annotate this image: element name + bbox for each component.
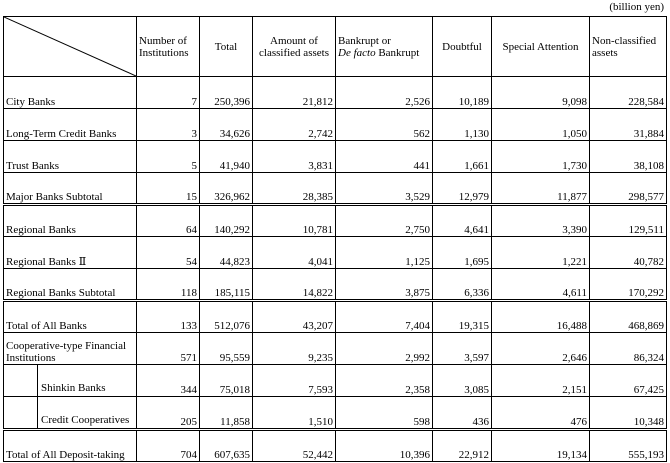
cell-classified: 9,235 xyxy=(253,333,336,365)
cell-special: 19,134 xyxy=(492,430,590,462)
cell-classified: 14,822 xyxy=(253,269,336,301)
cell-special: 2,151 xyxy=(492,365,590,397)
header-nonclassified: Non-classified assets xyxy=(590,17,667,77)
cell-institutions: 3 xyxy=(137,109,200,141)
cell-special: 1,730 xyxy=(492,141,590,173)
cell-institutions: 133 xyxy=(137,301,200,333)
cell-nonclassified: 468,869 xyxy=(590,301,667,333)
cell-classified: 2,742 xyxy=(253,109,336,141)
cell-institutions: 344 xyxy=(137,365,200,397)
header-bankrupt-line1: Bankrupt or xyxy=(338,34,391,47)
cell-doubtful: 6,336 xyxy=(433,269,492,301)
cell-special: 16,488 xyxy=(492,301,590,333)
cell-classified: 43,207 xyxy=(253,301,336,333)
row-label: Trust Banks xyxy=(4,141,137,173)
cell-nonclassified: 10,348 xyxy=(590,397,667,430)
cell-total: 140,292 xyxy=(200,205,253,237)
row-label xyxy=(4,397,137,430)
row-label: Total of All Banks xyxy=(4,301,137,333)
cell-classified: 1,510 xyxy=(253,397,336,430)
cell-total: 75,018 xyxy=(200,365,253,397)
cell-bankrupt: 10,396 xyxy=(336,430,433,462)
cell-bankrupt: 562 xyxy=(336,109,433,141)
table-row xyxy=(4,269,667,301)
cell-institutions: 64 xyxy=(137,205,200,237)
cell-institutions: 15 xyxy=(137,173,200,205)
cell-nonclassified: 555,193 xyxy=(590,430,667,462)
cell-bankrupt: 2,750 xyxy=(336,205,433,237)
cell-nonclassified: 86,324 xyxy=(590,333,667,365)
table-row xyxy=(4,397,667,430)
cell-doubtful: 3,597 xyxy=(433,333,492,365)
cell-total: 41,940 xyxy=(200,141,253,173)
cell-institutions: 54 xyxy=(137,237,200,269)
header-total: Total xyxy=(200,17,253,77)
cell-classified: 3,831 xyxy=(253,141,336,173)
corner-cell xyxy=(4,17,137,77)
row-label: Regional Banks Subtotal xyxy=(4,269,137,301)
cell-classified: 28,385 xyxy=(253,173,336,205)
cell-doubtful: 19,315 xyxy=(433,301,492,333)
table-row xyxy=(4,141,667,173)
cell-doubtful: 10,189 xyxy=(433,77,492,109)
row-label: Major Banks Subtotal xyxy=(4,173,137,205)
cell-total: 11,858 xyxy=(200,397,253,430)
row-label: Long-Term Credit Banks xyxy=(4,109,137,141)
header-special: Special Attention xyxy=(492,17,590,77)
cell-bankrupt: 441 xyxy=(336,141,433,173)
cell-classified: 21,812 xyxy=(253,77,336,109)
cell-institutions: 205 xyxy=(137,397,200,430)
cell-special: 476 xyxy=(492,397,590,430)
cell-bankrupt: 1,125 xyxy=(336,237,433,269)
cell-nonclassified: 129,511 xyxy=(590,205,667,237)
row-label: City Banks xyxy=(4,77,137,109)
cell-doubtful: 4,641 xyxy=(433,205,492,237)
cell-classified: 10,781 xyxy=(253,205,336,237)
unit-label: (billion yen) xyxy=(609,1,664,13)
cell-nonclassified: 67,425 xyxy=(590,365,667,397)
cell-total: 250,396 xyxy=(200,77,253,109)
cell-special: 11,877 xyxy=(492,173,590,205)
cell-total: 44,823 xyxy=(200,237,253,269)
cell-total: 95,559 xyxy=(200,333,253,365)
cell-nonclassified: 31,884 xyxy=(590,109,667,141)
cell-nonclassified: 298,577 xyxy=(590,173,667,205)
cell-institutions: 5 xyxy=(137,141,200,173)
table-row xyxy=(4,237,667,269)
cell-doubtful: 1,695 xyxy=(433,237,492,269)
cell-nonclassified: 170,292 xyxy=(590,269,667,301)
header-bankrupt-line2: Bankrupt xyxy=(375,46,420,59)
row-label: Regional Banks Ⅱ xyxy=(4,237,137,269)
cell-institutions: 704 xyxy=(137,430,200,462)
cell-doubtful: 12,979 xyxy=(433,173,492,205)
cell-special: 1,050 xyxy=(492,109,590,141)
row-label: Regional Banks xyxy=(4,205,137,237)
cell-doubtful: 22,912 xyxy=(433,430,492,462)
header-row xyxy=(4,17,667,77)
cell-special: 2,646 xyxy=(492,333,590,365)
header-classified: Amount of classified assets xyxy=(253,17,336,77)
cell-special: 9,098 xyxy=(492,77,590,109)
cell-total: 326,962 xyxy=(200,173,253,205)
cell-bankrupt: 2,358 xyxy=(336,365,433,397)
header-bankrupt xyxy=(336,17,433,77)
cell-total: 185,115 xyxy=(200,269,253,301)
cell-bankrupt: 3,529 xyxy=(336,173,433,205)
row-label-indented: Shinkin Banks xyxy=(41,382,106,394)
cell-total: 512,076 xyxy=(200,301,253,333)
cell-institutions: 571 xyxy=(137,333,200,365)
cell-bankrupt: 598 xyxy=(336,397,433,430)
cell-nonclassified: 38,108 xyxy=(590,141,667,173)
table-row xyxy=(4,205,667,237)
table-row xyxy=(4,173,667,205)
cell-bankrupt: 2,526 xyxy=(336,77,433,109)
cell-doubtful: 3,085 xyxy=(433,365,492,397)
row-label: Total of All Deposit-taking xyxy=(4,430,137,462)
cell-institutions: 118 xyxy=(137,269,200,301)
header-doubtful: Doubtful xyxy=(433,17,492,77)
table-row xyxy=(4,109,667,141)
cell-institutions: 7 xyxy=(137,77,200,109)
cell-classified: 4,041 xyxy=(253,237,336,269)
cell-bankrupt: 2,992 xyxy=(336,333,433,365)
cell-classified: 52,442 xyxy=(253,430,336,462)
table-row xyxy=(4,333,667,365)
header-institutions: Number of Institutions xyxy=(137,17,200,77)
row-label: Cooperative-type Financial Institutions xyxy=(4,333,137,365)
cell-special: 3,390 xyxy=(492,205,590,237)
cell-nonclassified: 228,584 xyxy=(590,77,667,109)
cell-total: 607,635 xyxy=(200,430,253,462)
cell-bankrupt: 3,875 xyxy=(336,269,433,301)
cell-nonclassified: 40,782 xyxy=(590,237,667,269)
header-bankrupt-italic: De facto xyxy=(338,46,376,59)
row-label-indented: Credit Cooperatives xyxy=(41,414,130,426)
row-label xyxy=(4,365,137,397)
cell-special: 1,221 xyxy=(492,237,590,269)
table-row xyxy=(4,430,667,462)
cell-special: 4,611 xyxy=(492,269,590,301)
table-row xyxy=(4,77,667,109)
cell-bankrupt: 7,404 xyxy=(336,301,433,333)
cell-doubtful: 1,661 xyxy=(433,141,492,173)
table-row xyxy=(4,365,667,397)
cell-doubtful: 436 xyxy=(433,397,492,430)
cell-total: 34,626 xyxy=(200,109,253,141)
classified-assets-table xyxy=(3,16,667,462)
cell-classified: 7,593 xyxy=(253,365,336,397)
table-row xyxy=(4,301,667,333)
cell-doubtful: 1,130 xyxy=(433,109,492,141)
